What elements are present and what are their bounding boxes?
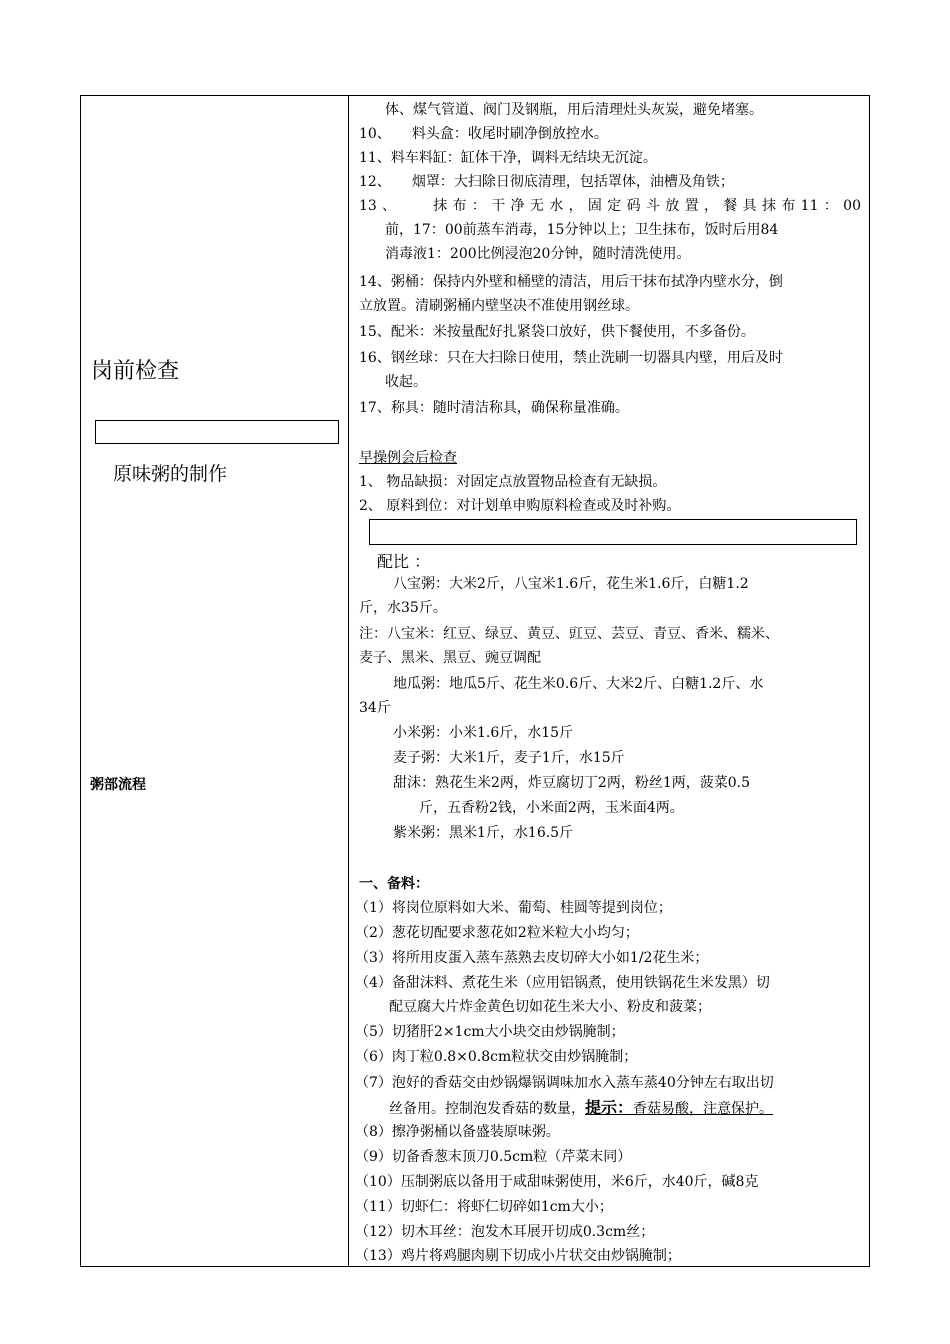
section-title-pre-shift-check: 岗前检查 [91, 359, 180, 384]
text-line-with-tip [389, 1096, 773, 1121]
text-line: 17、称具：随时清洁称具，确保称量准确。 [359, 400, 629, 416]
text-line: 麦子、黑米、黑豆、豌豆调配 [359, 650, 541, 666]
text-line: 10、 料头盒：收尾时刷净倒放控水。 [359, 126, 608, 142]
text-line: 收起。 [385, 374, 427, 390]
text-line: （7）泡好的香菇交由炒锅爆锅调味加水入蒸车蒸40分钟左右取出切 [355, 1075, 774, 1091]
ratio-label: 配比 ： [377, 552, 431, 571]
text-line: 11、料车料缸：缸体干净，调料无结块无沉淀。 [359, 150, 657, 166]
text-line: 斤，五香粉2钱，小米面2两，玉米面4两。 [419, 800, 684, 816]
text-line: （2）葱花切配要求葱花如2粒米粒大小均匀； [355, 925, 639, 941]
text-line: （13）鸡片将鸡腿肉剔下切成小片状交由炒锅腌制； [355, 1248, 681, 1264]
subheading-preparation: 一、备料： [359, 876, 429, 892]
text-line: （3）将所用皮蛋入蒸车蒸熟去皮切碎大小如1/2花生米； [355, 950, 709, 966]
document-table [80, 95, 870, 1267]
text-line: 小米粥：小米1.6斤，水15斤 [393, 725, 574, 741]
text-line: 13、 抹布：干净无水，固定码斗放置，餐具抹布11：00 [359, 198, 861, 214]
text-line: （11）切虾仁：将虾仁切碎如1cm大小； [355, 1199, 613, 1215]
section-title-congee-making: 原味粥的制作 [113, 463, 228, 485]
text-line: 消毒液1：200比例浸泡20分钟，随时清洗使用。 [385, 246, 691, 262]
text-line: 立放置。清刷粥桶内壁坚决不准使用钢丝球。 [359, 298, 639, 314]
text-line: 34斤 [359, 700, 391, 716]
section-title-congee-process: 粥部流程 [90, 777, 146, 793]
text-line: 16、钢丝球：只在大扫除日使用，禁止洗刷一切器具内壁，用后及时 [359, 350, 783, 366]
text-line: 地瓜粥：地瓜5斤、花生米0.6斤、大米2斤、白糖1.2斤、水 [393, 676, 764, 692]
text-line: （9）切备香葱末顶刀0.5cm粒（芹菜末同） [355, 1149, 632, 1165]
text-line: 麦子粥：大米1斤，麦子1斤，水15斤 [393, 750, 625, 766]
text-line: 甜沫：熟花生米2两，炸豆腐切丁2两，粉丝1两，菠菜0.5 [393, 775, 750, 791]
left-column [81, 96, 349, 1266]
text-line: 斤，水35斤。 [359, 600, 447, 616]
text-line: 配豆腐大片炸金黄色切如花生米大小、粉皮和菠菜； [389, 999, 711, 1015]
text-line: 12、 烟罩：大扫除日彻底清理，包括罩体，油槽及角铁； [359, 174, 734, 190]
text-line: 2、 原料到位：对计划单申购原料检查或及时补购。 [359, 498, 681, 514]
tip-text: 香菇易酸，注意保护。 [633, 1101, 774, 1117]
text-line: 15、配米：米按量配好扎紧袋口放好，供下餐使用，不多备份。 [359, 324, 755, 340]
text-line: （10）压制粥底以备用于咸甜味粥使用，米6斤，水40斤，碱8克 [355, 1174, 759, 1190]
text-line: 紫米粥：黑米1斤，水16.5斤 [393, 825, 574, 841]
text-line: 丝备用。控制泡发香菇的数量， [389, 1101, 585, 1117]
subheading-morning-check: 早操例会后检查 [359, 450, 457, 466]
empty-text-box [95, 420, 339, 444]
text-line: 八宝粥：大米2斤，八宝米1.6斤，花生米1.6斤，白糖1.2 [393, 576, 749, 592]
text-line: （8）擦净粥桶以备盛装原味粥。 [355, 1124, 560, 1140]
text-line: （5）切猪肝2×1cm大小块交由炒锅腌制； [355, 1024, 625, 1040]
empty-text-box [369, 519, 857, 545]
tip-label: 提示： [585, 1098, 634, 1117]
text-line: （1）将岗位原料如大米、葡萄、桂圆等提到岗位； [355, 900, 672, 916]
right-column [349, 96, 869, 1266]
text-line: 前，17：00前蒸车消毒，15分钟以上；卫生抹布，饭时后用84 [385, 222, 779, 238]
text-line: （12）切木耳丝：泡发木耳展开切成0.3cm丝； [355, 1224, 655, 1240]
text-line: 体、煤气管道、阀门及钢瓶，用后清理灶头灰炭，避免堵塞。 [385, 102, 763, 118]
text-line: 注：八宝米：红豆、绿豆、黄豆、豇豆、芸豆、青豆、香米、糯米、 [359, 626, 779, 642]
text-line: 14、粥桶：保持内外壁和桶壁的清洁，用后干抹布拭净内壁水分，倒 [359, 274, 783, 290]
text-line: （4）备甜沫料、煮花生米（应用铝锅煮，使用铁锅花生米发黑）切 [355, 975, 770, 991]
text-line: （6）肉丁粒0.8×0.8cm粒状交由炒锅腌制； [355, 1049, 638, 1065]
text-line: 1、 物品缺损：对固定点放置物品检查有无缺损。 [359, 474, 667, 490]
